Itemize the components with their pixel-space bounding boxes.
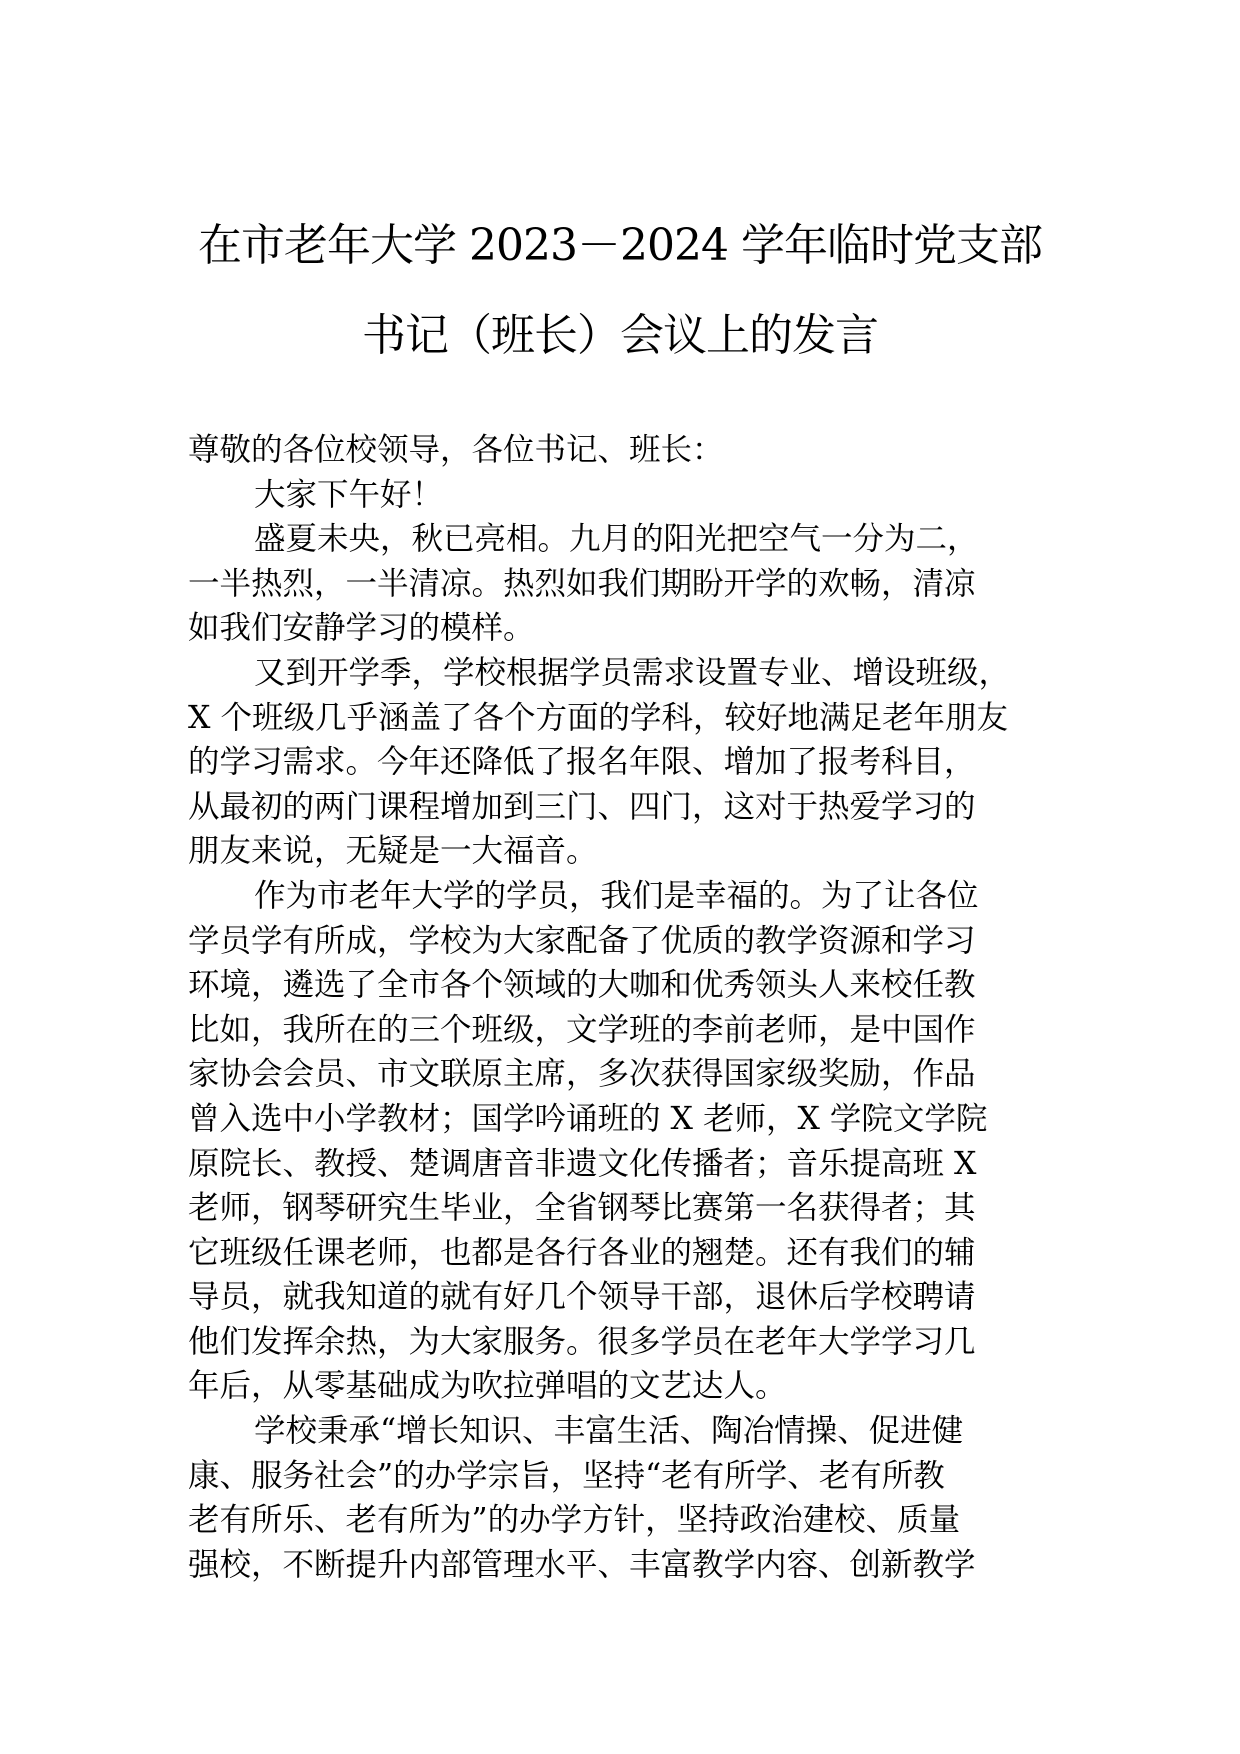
body-line: 导员，就我知道的就有好几个领导干部，退休后学校聘请 bbox=[188, 1279, 976, 1316]
document-body bbox=[188, 428, 1068, 1587]
body-line: 学校秉承“增长知识、丰富生活、陶冶情操、促进健 bbox=[254, 1413, 964, 1450]
body-line: 家协会会员、市文联原主席，多次获得国家级奖励，作品 bbox=[188, 1056, 976, 1093]
document-title-line-2: 书记（班长）会议上的发言 bbox=[362, 310, 878, 361]
body-line: 一半热烈，一半清凉。热烈如我们期盼开学的欢畅，清凉 bbox=[188, 565, 976, 602]
body-line: 作为市老年大学的学员，我们是幸福的。为了让各位 bbox=[254, 877, 979, 914]
body-line: 的学习需求。今年还降低了报名年限、增加了报考科目， bbox=[188, 744, 976, 781]
body-line: 朋友来说，无疑是一大福音。 bbox=[188, 833, 598, 870]
body-line: 曾入选中小学教材；国学吟诵班的 X 老师，X 学院文学院 bbox=[188, 1100, 988, 1137]
body-line: 年后，从零基础成为吹拉弹唱的文艺达人。 bbox=[188, 1368, 787, 1405]
body-line: 康、服务社会”的办学宗旨，坚持“老有所学、老有所教 bbox=[188, 1457, 945, 1494]
body-line: 从最初的两门课程增加到三门、四门，这对于热爱学习的 bbox=[188, 788, 976, 825]
body-line: 又到开学季，学校根据学员需求设置专业、增设班级， bbox=[254, 654, 1011, 691]
body-line: 比如，我所在的三个班级，文学班的李前老师，是中国作 bbox=[188, 1011, 976, 1048]
body-line: 环境，遴选了全市各个领域的大咖和优秀领头人来校任教 bbox=[188, 967, 976, 1004]
body-line: 原院长、教授、楚调唐音非遗文化传播者；音乐提高班 X bbox=[188, 1145, 977, 1182]
body-line: 它班级任课老师，也都是各行各业的翘楚。还有我们的辅 bbox=[188, 1234, 976, 1271]
body-line: X 个班级几乎涵盖了各个方面的学科，较好地满足老年朋友 bbox=[188, 699, 1008, 736]
body-line: 强校，不断提升内部管理水平、丰富教学内容、创新教学 bbox=[188, 1546, 976, 1583]
document-title-line-1: 在市老年大学 2023－2024 学年临时党支部 bbox=[198, 220, 1042, 271]
body-line: 老有所乐、老有所为”的办学方针，坚持政治建校、质量 bbox=[188, 1502, 961, 1539]
salutation-line: 尊敬的各位校领导，各位书记、班长： bbox=[188, 432, 724, 468]
body-line: 老师，钢琴研究生毕业，全省钢琴比赛第一名获得者；其 bbox=[188, 1190, 976, 1227]
body-line: 盛夏未央，秋已亮相。九月的阳光把空气一分为二， bbox=[254, 521, 979, 558]
body-line: 学员学有所成，学校为大家配备了优质的教学资源和学习 bbox=[188, 922, 976, 959]
body-line: 如我们安静学习的模样。 bbox=[188, 610, 535, 647]
body-line: 他们发挥余热，为大家服务。很多学员在老年大学学习几 bbox=[188, 1323, 976, 1360]
greeting-line: 大家下午好！ bbox=[254, 476, 444, 513]
